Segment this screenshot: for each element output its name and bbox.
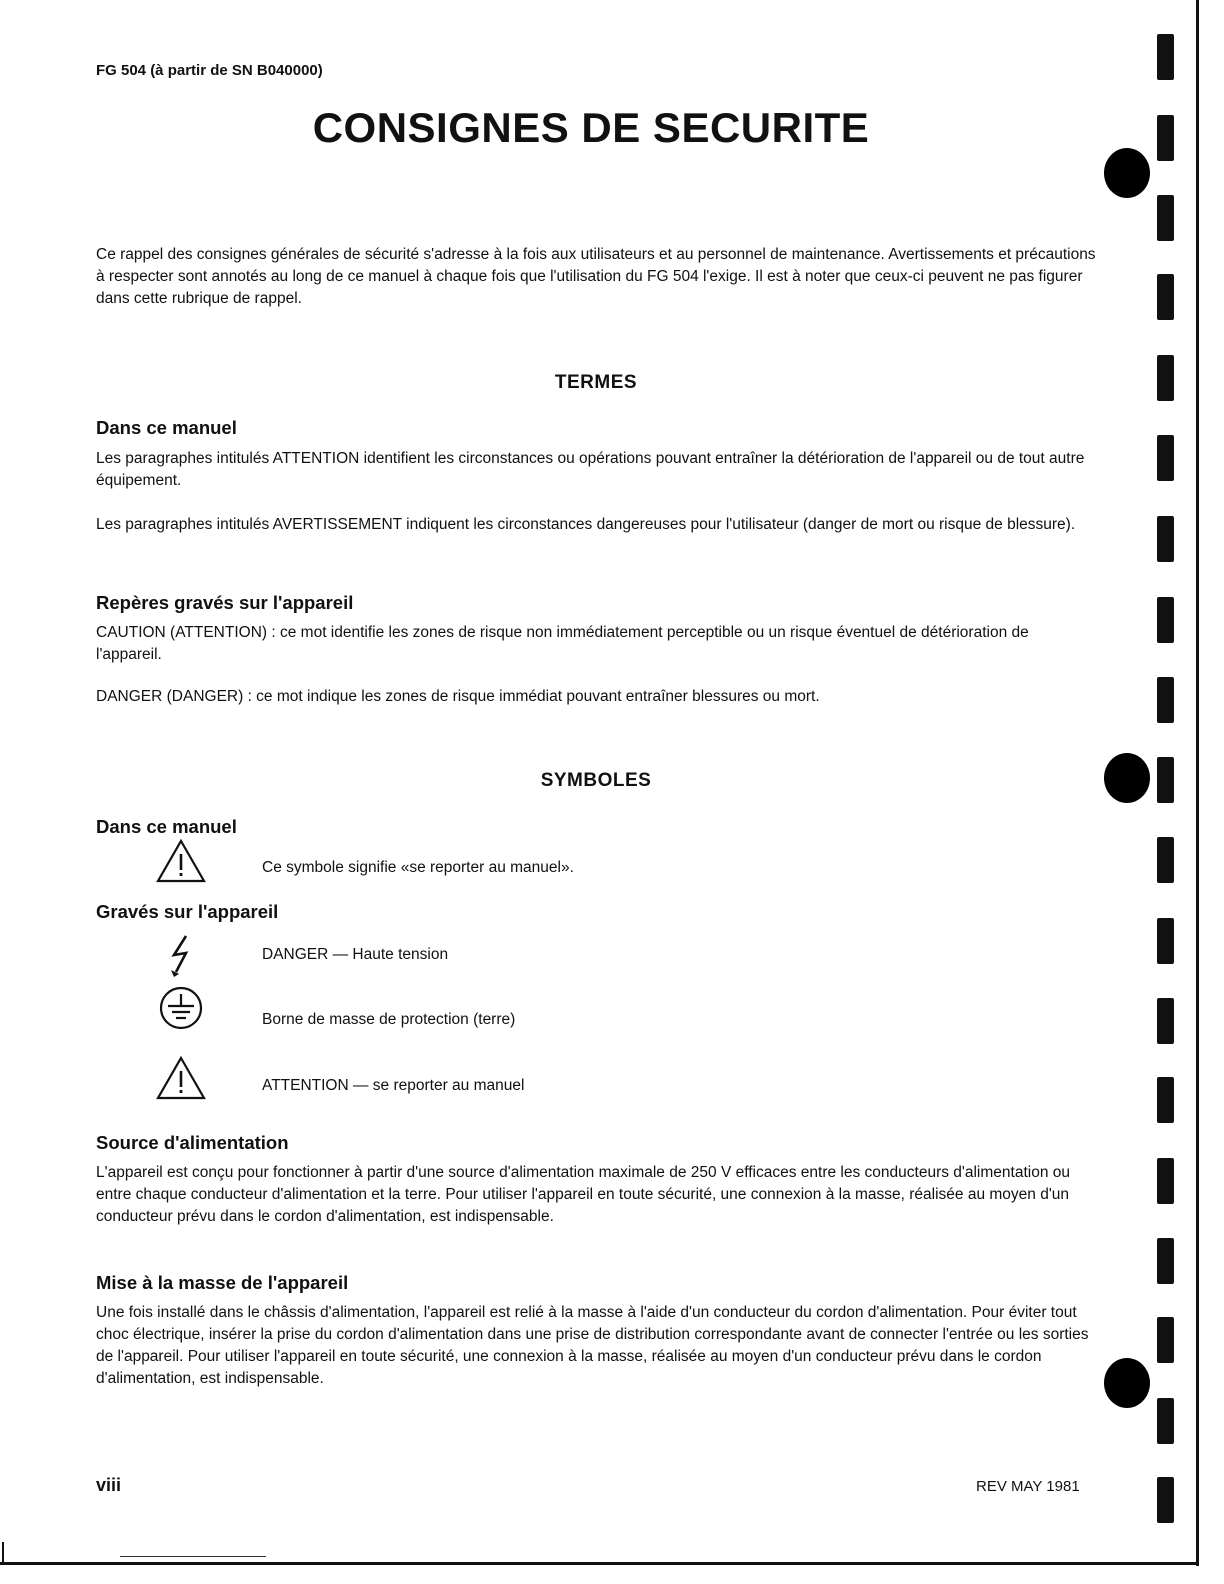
binder-mark [1157,1398,1174,1444]
punch-hole [1104,148,1150,198]
punch-hole [1104,753,1150,803]
binder-mark [1157,837,1174,883]
binder-mark [1157,597,1174,643]
punch-hole [1104,1358,1150,1408]
page-number: viii [96,1475,122,1495]
revision-date: REV MAY 1981 [976,1478,1080,1495]
binder-mark [1157,435,1174,481]
binder-mark [1157,34,1174,80]
binder-mark [1157,918,1174,964]
binder-mark [1157,757,1174,803]
section-heading-termes: TERMES [554,372,638,393]
page-edge-right [1196,0,1199,1566]
binder-mark [1157,516,1174,562]
symbol-attention-text: ATTENTION — se reporter au manuel [262,1077,525,1094]
binder-mark [1157,355,1174,401]
paragraph-danger: DANGER (DANGER) : ce mot indique les zones de risque immédiat pouvant entraîner blessures ou mort. [96,688,820,705]
page-title: CONSIGNES DE SECURITE [312,104,870,151]
paragraph-avertissement: Les paragraphes intitulés AVERTISSEMENT indiquent les circonstances dangereuses pour l'utilisateur (danger de mort ou risque de blessure). [96,516,1076,533]
binder-mark [1157,115,1174,161]
protective-ground-icon [155,985,207,1031]
binder-mark [1157,1317,1174,1363]
subheading-symboles-manuel: Dans ce manuel [96,816,237,837]
binder-mark [1157,195,1174,241]
section-heading-symboles: SYMBOLES [540,770,652,791]
scan-artifact-line [120,1556,266,1557]
subheading-dans-ce-manuel: Dans ce manuel [96,417,237,438]
symbol-danger-text: DANGER — Haute tension [262,946,449,963]
symbol-manual-description: Ce symbole signifie «se reporter au manuel». [262,859,574,876]
paragraph-caution: CAUTION (ATTENTION) : ce mot identifie les zones de risque non immédiatement perceptible ou un risque éventuel de détérioration de l'appareil. [96,624,1029,663]
binder-mark [1157,677,1174,723]
document-reference: FG 504 (à partir de SN B040000) [96,62,323,79]
paragraph-attention: Les paragraphes intitulés ATTENTION identifient les circonstances ou opérations pouvant entraîner la détérioration de l'appareil ou de tout autre équipement. [96,450,1085,489]
symbol-ground-text: Borne de masse de protection (terre) [262,1011,516,1028]
page-edge-bottom [0,1562,1199,1565]
binder-mark [1157,1477,1174,1523]
subheading-mise-a-la-masse: Mise à la masse de l'appareil [96,1272,349,1293]
subheading-source-alimentation: Source d'alimentation [96,1132,289,1153]
warning-triangle-icon [155,838,207,884]
subheading-graves-appareil: Gravés sur l'appareil [96,901,279,922]
binder-mark [1157,1077,1174,1123]
intro-paragraph: Ce rappel des consignes générales de sécurité s'adresse à la fois aux utilisateurs et au personnel de maintenance. Avertissements et précautions à respecter sont annotés au long de ce manuel à chaque fois que l'utilisation du FG 504 l'exige. Il est à noter que ceux-ci peuvent ne pas figurer dans cette rubrique de rappel. [96,246,1096,307]
paragraph-source-alimentation: L'appareil est conçu pour fonctionner à partir d'une source d'alimentation maximale de 250 V efficaces entre les conducteurs d'alimentation ou entre chaque conducteur d'alimentation et la terre. Pour utiliser l'appareil en toute sécurité, une connexion à la masse, réalisée au moyen d'un conducteur prévu dans le cordon d'alimentation, est indispensable. [96,1164,1070,1225]
subheading-reperes-graves: Repères gravés sur l'appareil [96,592,354,613]
binder-mark [1157,1158,1174,1204]
high-voltage-icon [155,932,207,978]
paragraph-mise-a-la-masse: Une fois installé dans le châssis d'alimentation, l'appareil est relié à la masse à l'aide d'un conducteur du cordon d'alimentation. Pour éviter tout choc électrique, insérer la prise du cordon d'alimentation dans une prise de distribution correspondante avant de connecter l'entrée ou les sorties de l'appareil. Pour utiliser l'appareil en toute sécurité, une connexion à la masse, réalisée au moyen d'un conducteur prévu dans le cordon d'alimentation, est indispensable. [96,1304,1089,1387]
binder-mark [1157,274,1174,320]
binder-mark [1157,998,1174,1044]
warning-triangle-icon [155,1055,207,1101]
page-edge-left [2,1542,4,1564]
binder-mark [1157,1238,1174,1284]
